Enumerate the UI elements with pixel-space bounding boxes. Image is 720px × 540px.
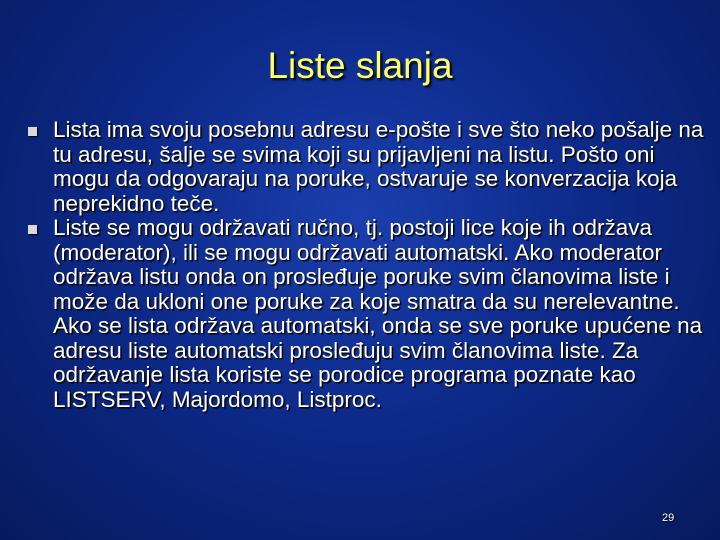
bullet-list [28,118,708,412]
bullet-item [28,118,708,216]
page-number: 29 [662,512,675,524]
slide-title: Liste slanja [267,45,453,86]
bullet-item [28,216,708,412]
bullet-text: Lista ima svoju posebnu adresu e-pošte i sve što neko pošalje na tu adresu, šalje se svima koji su prijavljeni na listu. Pošto oni mogu da odgovaraju na poruke, ostvaruje se konverzacija koja neprekidno teče. [53,117,704,216]
square-bullet-icon [28,127,37,136]
bullet-text: Liste se mogu održavati ručno, tj. postoji lice koje ih održava (moderator), ili se mogu održavati automatski. Ako moderator održava listu onda on prosleđuje poruke svim članovima liste i može da ukloni one poruke za koje smatra da su nerelevantne. Ako se lista održava automatski, onda se sve poruke upućene na adresu liste automatski prosleđuju svim članovima liste. Za održavanje lista koriste se porodice programa poznate kao LISTSERV, Majordomo, Listproc. [53,215,703,412]
square-bullet-icon [28,225,37,234]
